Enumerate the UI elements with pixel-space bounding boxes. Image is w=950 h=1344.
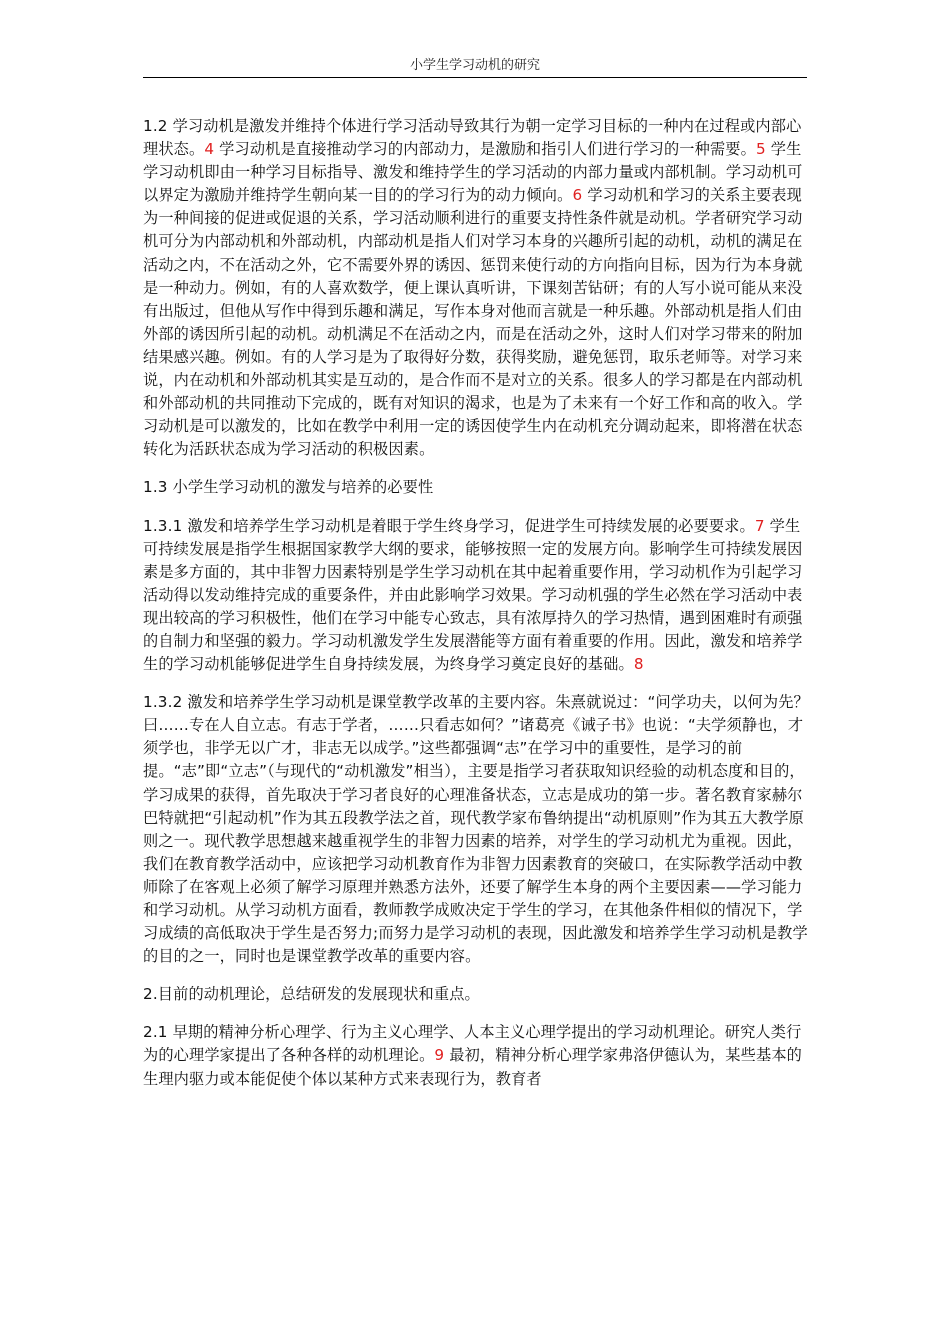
paragraph-text: 学习动机是直接推动学习的内部动力，是激励和指引人们进行学习的一种需要。 (214, 140, 756, 159)
citation-marker: 6 (572, 186, 583, 205)
paragraph-text: 1.3.2 激发和培养学生学习动机是课堂教学改革的主要内容。朱熹就说过：“问学功夫，以何为先？曰……专在人自立志。有志于学者，……只看志如何？”诸葛亮《诫子书》也说：“夫学须静也，才须学也，非学无以广才，非志无以成学。”这些都强调“志”在学习中的重要性，是学习的前提。“志”即“立志”（与现代的“动机激发”相当），主要是指学习者获取知识经验的动机态度和目的，学习成果的获得，首先取决于学习者良好的心理准备状态，立志是成功的第一步。著名教育家赫尔巴特就把“引起动机”作为其五段教学法之首，现代教学家布鲁纳提出“动机原则”作为其五大教学原则之一。现代教学思想越来越重视学生的非智力因素的培养，对学生的学习动机尤为重视。因此，我们在教育教学活动中，应该把学习动机教育作为非智力因素教育的突破口，在实际教学活动中教师除了在客观上必须了解学习原理并熟悉方法外，还要了解学生本身的两个主要因素——学习能力和学习动机。从学习动机方面看，教师教学成败决定于学生的学习，在其他条件相似的情况下，学习成绩的高低取决于学生是否努力;而努力是学习动机的表现，因此激发和培养学生学习动机是教学的目的之一，同时也是课堂教学改革的重要内容。 (143, 693, 809, 966)
paragraph-text: 学习动机和学习的关系主要表现为一种间接的促进或促退的关系，学习活动顺利进行的重要支持性条件就是动机。学者研究学习动机可分为内部动机和外部动机，内部动机是指人们对学习本身的兴趣所引起的动机，动机的满足在活动之内，不在活动之外，它不需要外界的诱因、惩罚来使行动的方向指向目标，因为行为本身就是一种动力。例如，有的人喜欢数学，便上课认真听讲，下课刻苦钻研；有的人写小说可能从来没有出版过，但他从写作中得到乐趣和满足，写作本身对他而言就是一种乐趣。外部动机是指人们由外部的诱因所引起的动机。动机满足不在活动之内，而是在活动之外，这时人们对学习带来的附加结果感兴趣。例如。有的人学习是为了取得好分数，获得奖励，避免惩罚，取乐老师等。对学习来说，内在动机和外部动机其实是互动的，是合作而不是对立的关系。很多人的学习都是在内部动机和外部动机的共同推动下完成的，既有对知识的渴求，也是为了未来有一个好工作和高的收入。学习动机是可以激发的，比如在教学中利用一定的诱因使学生内在动机充分调动起来，即将潜在状态转化为活跃状态成为学习活动的积极因素。 (143, 186, 803, 459)
paragraph-text: 1.2 学习动机是激发并维持个体进行学习活动导致其行为朝一定学习目标的一种内在过程或内部心理状态。 (143, 117, 802, 159)
section-heading (143, 476, 811, 499)
paragraph-text: 学生学习动机即由一种学习目标指导、激发和维持学生的学习活动的内部力量或内部机制。学习动机可以界定为激励并维持学生朝向某一目的的学习行为的动力倾向。 (143, 140, 803, 205)
paragraph-text: 2.目前的动机理论，总结研发的发展现状和重点。 (143, 985, 480, 1004)
body-paragraph (143, 515, 811, 677)
body-paragraph (143, 115, 811, 461)
document-body (143, 115, 811, 1106)
citation-marker: 4 (204, 140, 215, 159)
section-heading (143, 983, 811, 1006)
citation-marker: 5 (755, 140, 766, 159)
body-paragraph (143, 691, 811, 968)
paragraph-text: 1.3.1 激发和培养学生学习动机是着眼于学生终身学习，促进学生可持续发展的必要要求。 (143, 516, 755, 535)
paragraph-text: 学生可持续发展是指学生根据国家教学大纲的要求，能够按照一定的发展方向。影响学生可持续发展因素是多方面的，其中非智力因素特别是学生学习动机在其中起着重要作用，学习动机作为引起学习活动得以发动维持完成的重要条件，并由此影响学习效果。学习动机强的学生必然在学习活动中表现出较高的学习积极性，他们在学习中能专心致志，具有浓厚持久的学习热情，遇到困难时有顽强的自制力和坚强的毅力。学习动机激发学生发展潜能等方面有着重要的作用。因此，激发和培养学生的学习动机能够促进学生自身持续发展，为终身学习奠定良好的基础。 (143, 516, 803, 674)
header-divider (143, 77, 807, 78)
paragraph-text: 2.1 早期的精神分析心理学、行为主义心理学、人本主义心理学提出的学习动机理论。研究人类行为的心理学家提出了各种各样的动机理论。 (143, 1023, 802, 1065)
paragraph-text: 1.3 小学生学习动机的激发与培养的必要性 (143, 478, 434, 497)
citation-marker: 9 (434, 1046, 445, 1065)
running-header-title: 小学生学习动机的研究 (409, 58, 540, 73)
citation-marker: 7 (754, 516, 765, 535)
paragraph-text: 最初，精神分析心理学家弗洛伊德认为，某些基本的生理内驱力或本能促使个体以某种方式来表现行为，教育者 (143, 1046, 802, 1088)
body-paragraph (143, 1021, 811, 1090)
citation-marker: 8 (633, 655, 644, 674)
